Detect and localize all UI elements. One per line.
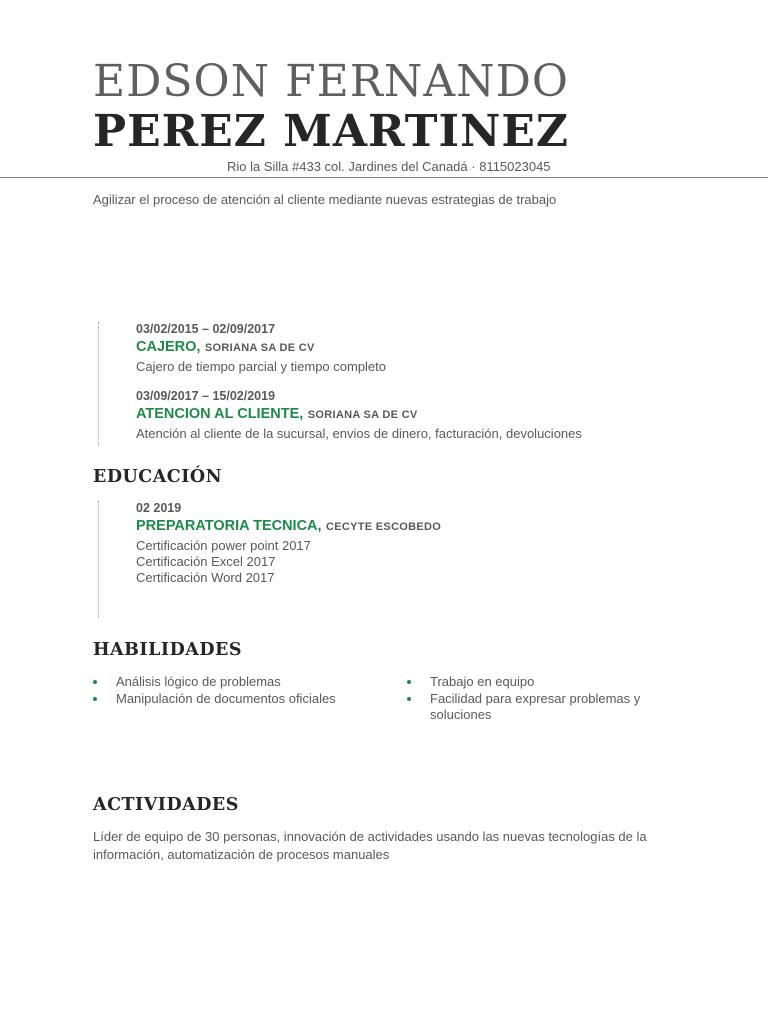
skill-item xyxy=(407,674,652,691)
skills-heading: HABILIDADES xyxy=(93,640,242,660)
experience-title: CAJERO, xyxy=(136,339,201,355)
experience-description: Cajero de tiempo parcial y tiempo completo xyxy=(136,359,387,374)
education-title: PREPARATORIA TECNICA, xyxy=(136,518,322,534)
education-certifications xyxy=(136,538,736,586)
education-item xyxy=(136,501,736,586)
certification-item: Certificación Excel 2017 xyxy=(136,554,276,569)
contact-info: Rio la Silla #433 col. Jardines del Canadá · 8115023045 xyxy=(227,159,551,174)
bullet-icon xyxy=(407,680,411,684)
education-date: 02 2019 xyxy=(136,501,182,515)
bullet-icon xyxy=(407,697,411,701)
activities-heading: ACTIVIDADES xyxy=(93,795,239,815)
header-divider xyxy=(0,177,768,178)
experience-company: SORIANA SA DE CV xyxy=(307,409,418,421)
education-school: CECYTE ESCOBEDO xyxy=(326,521,442,533)
last-name: PEREZ MARTINEZ xyxy=(93,106,569,157)
skills-list-right xyxy=(407,674,652,724)
experience-item xyxy=(136,389,736,442)
skill-label: Manipulación de documentos oficiales xyxy=(116,690,336,706)
skill-item xyxy=(407,691,652,724)
experience-item xyxy=(136,322,736,375)
contact-line-wrapper xyxy=(0,156,768,177)
experience-timeline-line xyxy=(98,322,99,446)
skill-item xyxy=(93,674,383,691)
skill-label: Trabajo en equipo xyxy=(430,674,535,689)
objective-text: Agilizar el proceso de atención al cliente mediante nuevas estrategias de trabajo xyxy=(93,192,557,207)
skill-label: Facilidad para expresar problemas y soluciones xyxy=(430,690,641,722)
skills-list-left xyxy=(93,674,383,707)
education-heading: EDUCACIÓN xyxy=(93,467,223,487)
education-timeline-line xyxy=(98,501,99,617)
certification-item: Certificación power point 2017 xyxy=(136,538,311,553)
bullet-icon xyxy=(93,680,97,684)
skill-label: Análisis lógico de problemas xyxy=(116,674,281,689)
activities-text: Líder de equipo de 30 personas, innovación de actividades usando las nuevas tecnologías de la información, automatización de procesos manuales xyxy=(93,829,647,862)
first-name: EDSON FERNANDO xyxy=(93,56,569,107)
certification-item: Certificación Word 2017 xyxy=(136,570,275,585)
experience-company: SORIANA SA DE CV xyxy=(204,342,315,354)
experience-dates: 03/09/2017 – 15/02/2019 xyxy=(136,389,276,403)
experience-dates: 03/02/2015 – 02/09/2017 xyxy=(136,322,276,336)
experience-title: ATENCION AL CLIENTE, xyxy=(136,406,304,422)
skill-item xyxy=(93,691,383,708)
experience-description: Atención al cliente de la sucursal, envios de dinero, facturación, devoluciones xyxy=(136,426,582,441)
bullet-icon xyxy=(93,697,97,701)
